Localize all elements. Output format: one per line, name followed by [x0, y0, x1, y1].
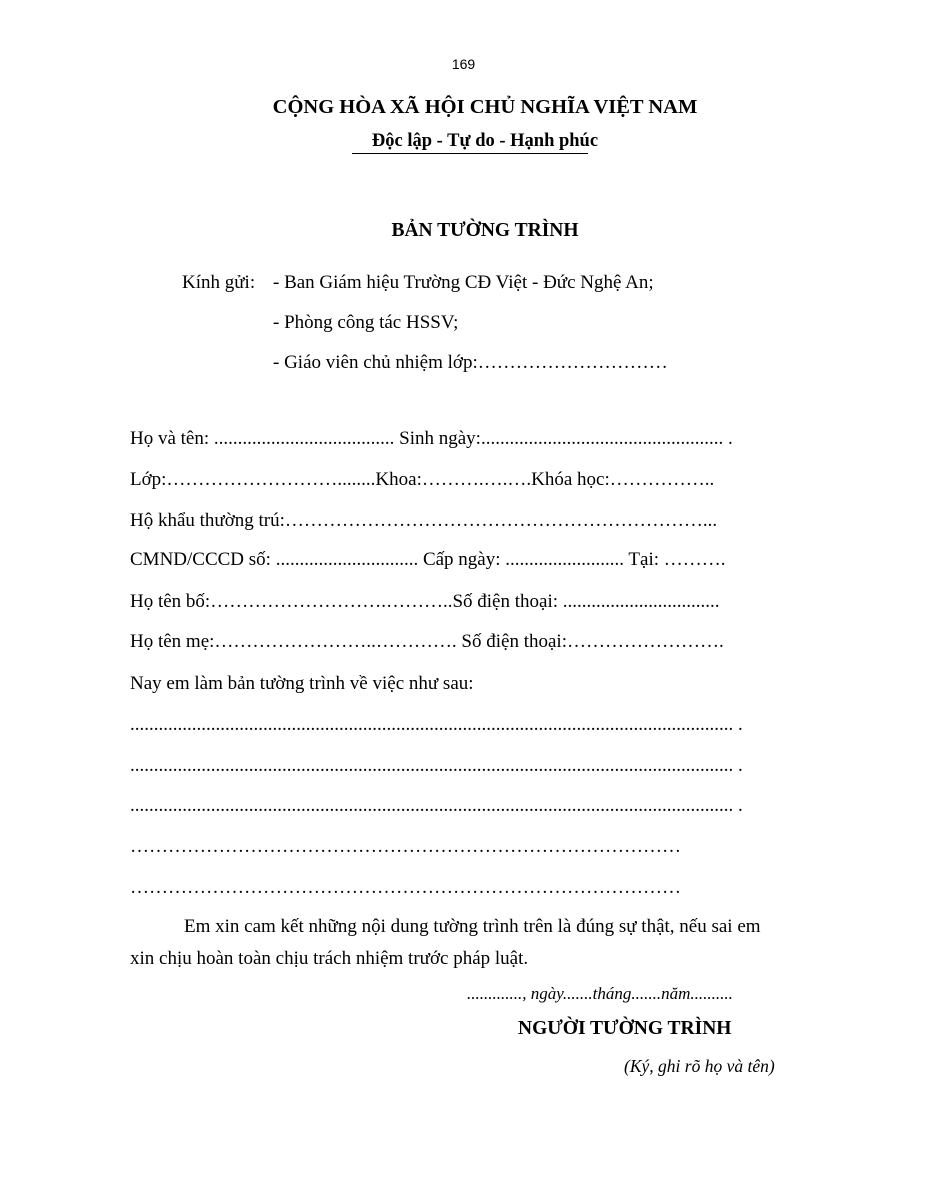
recipient-school-board: - Ban Giám hiệu Trường CĐ Việt - Đức Nghệ An;	[273, 272, 654, 293]
motto: Độc lập - Tự do - Hạnh phúc	[371, 131, 599, 151]
signer-title: NGƯỜI TƯỜNG TRÌNH	[518, 1018, 732, 1039]
description-line: ............................................................................................................................... .	[130, 714, 743, 735]
description-line: ……………………………………………………………………………	[130, 877, 681, 898]
date-line: ............., ngày.......tháng.......năm..........	[467, 984, 733, 1003]
commitment-line-1: Em xin cam kết những nội dung tường trình trên là đúng sự thật, nếu sai em	[184, 916, 761, 937]
description-line: ……………………………………………………………………………	[130, 836, 681, 857]
field-father: Họ tên bố:……………………….………..Số điện thoại: .................................	[130, 591, 720, 612]
motto-underline	[352, 153, 588, 154]
field-mother: Họ tên mẹ:……………………..…………. Số điện thoại:…………………….	[130, 631, 724, 652]
signature-note: (Ký, ghi rõ họ và tên)	[624, 1056, 775, 1076]
description-line: ............................................................................................................................... .	[130, 795, 743, 816]
description-line: ............................................................................................................................... .	[130, 755, 743, 776]
field-permanent-address: Hộ khẩu thường trú:…………………………………………………………...	[130, 510, 718, 531]
statement-intro: Nay em làm bản tường trình về việc như sau:	[130, 673, 474, 694]
recipient-student-affairs: - Phòng công tác HSSV;	[273, 312, 459, 333]
commitment-line-2: xin chịu hoàn toàn chịu trách nhiệm trước pháp luật.	[130, 948, 529, 969]
field-id-card: CMND/CCCD số: .............................. Cấp ngày: ......................... Tại: ……….	[130, 549, 726, 570]
field-class-faculty-course: Lớp:………………………........Khoa:……….….….Khóa học:……………..	[130, 469, 715, 490]
national-title: CỘNG HÒA XÃ HỘI CHỦ NGHĨA VIỆT NAM	[272, 96, 698, 118]
document-title: BẢN TƯỜNG TRÌNH	[391, 220, 579, 241]
field-name-birthdate: Họ và tên: ...................................... Sinh ngày:................................................... .	[130, 428, 733, 449]
recipient-homeroom-teacher: - Giáo viên chủ nhiệm lớp:…………………………	[273, 352, 668, 373]
recipients-label: Kính gửi:	[182, 272, 256, 293]
page-number: 169	[451, 56, 476, 72]
